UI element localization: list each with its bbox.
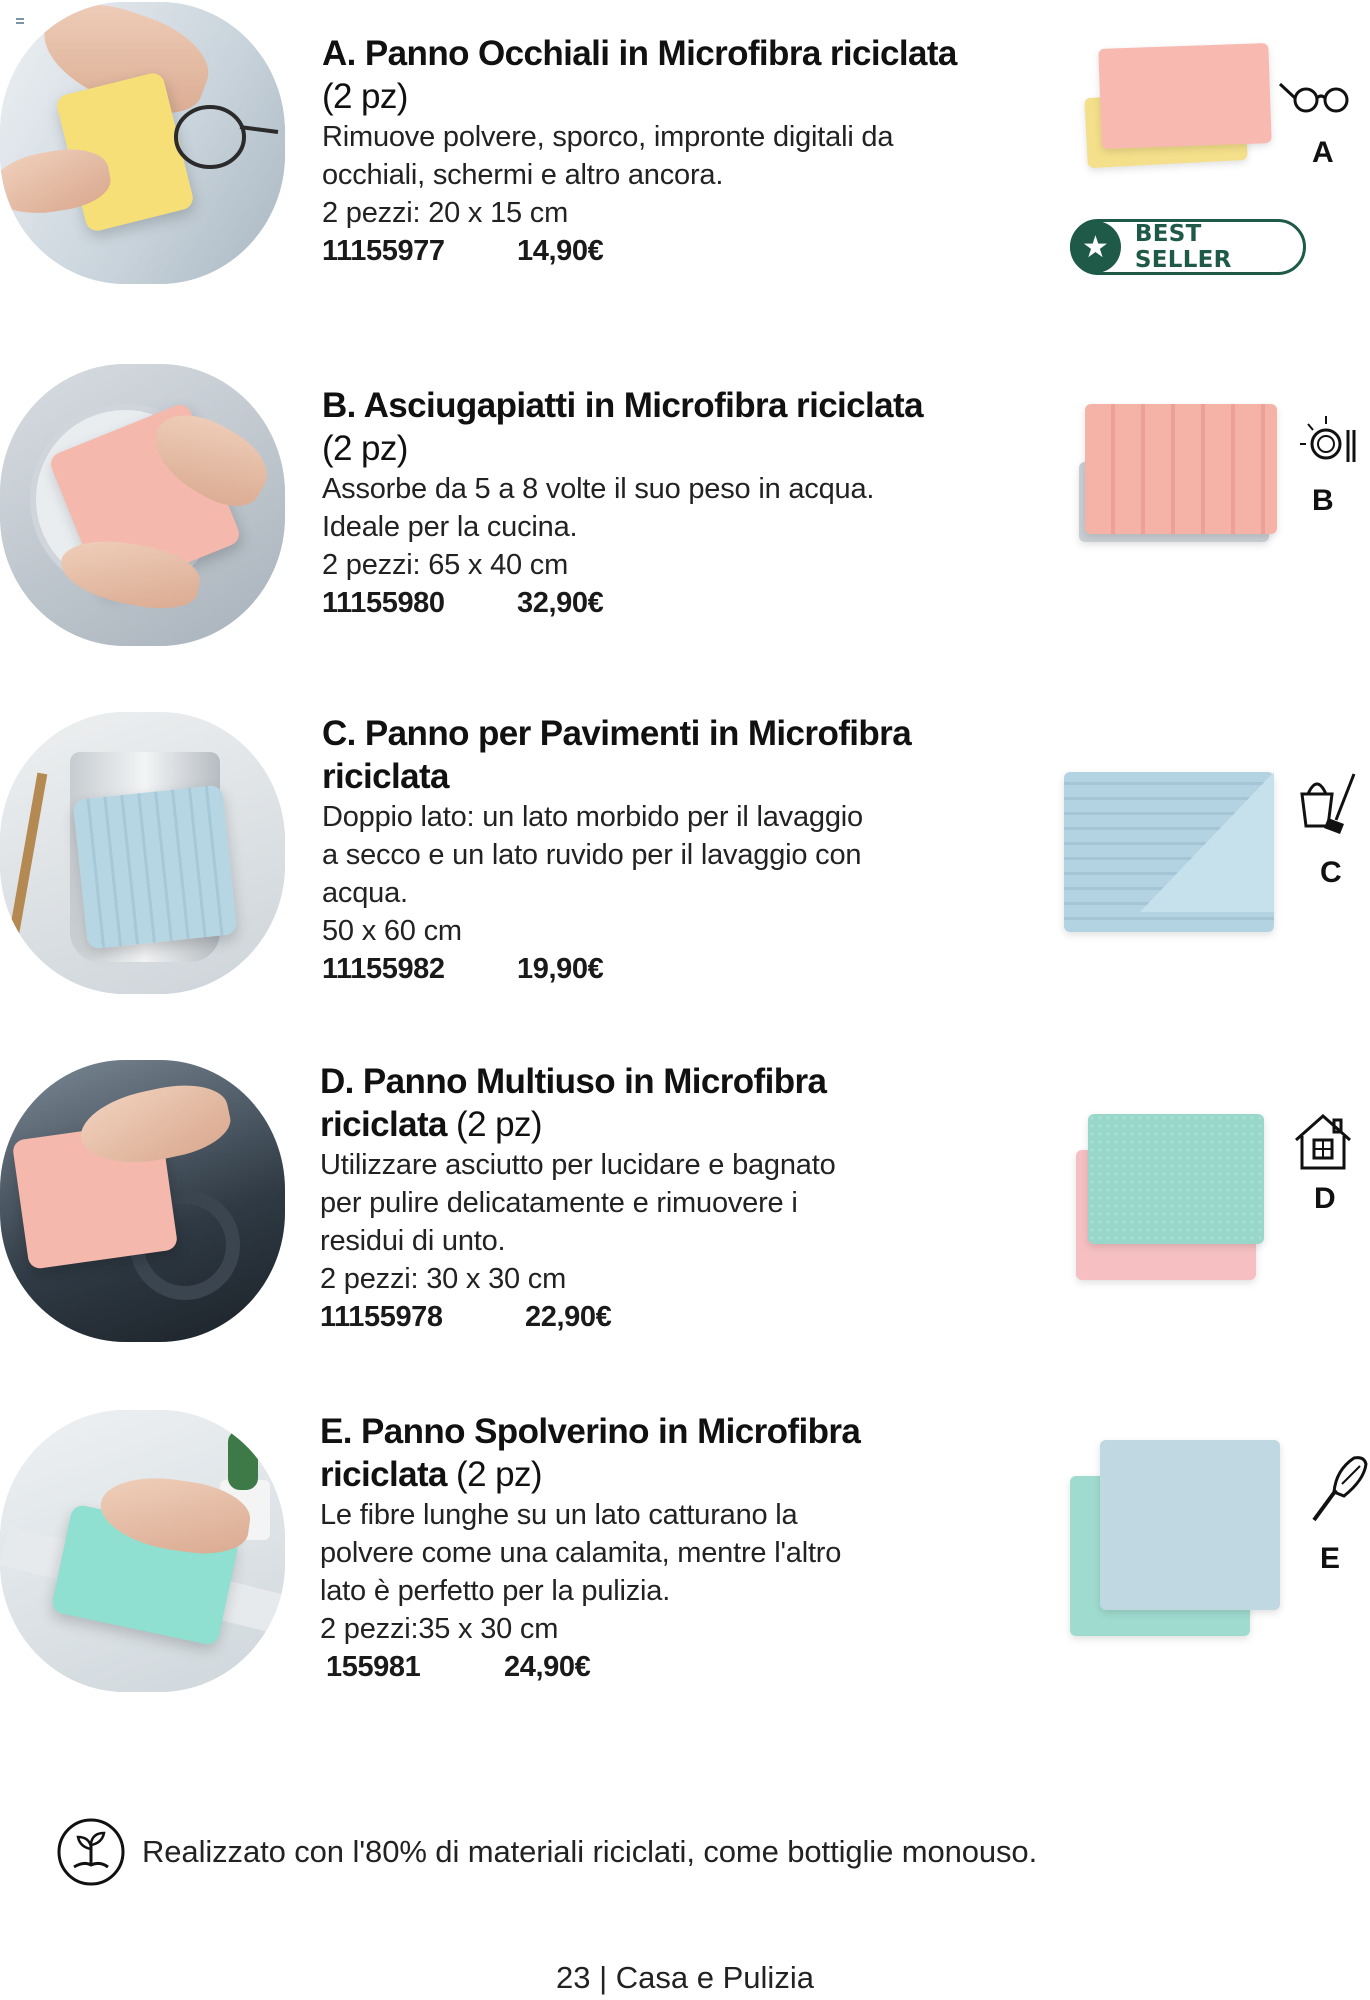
product-b-desc-line-1: Assorbe da 5 a 8 volte il suo peso in acqua. <box>322 473 875 505</box>
product-b-desc-line-2: Ideale per la cucina. <box>322 511 578 543</box>
product-e-text <box>320 1410 1040 1686</box>
product-b-price-row <box>322 584 1042 622</box>
product-b-text <box>322 384 1042 622</box>
product-b-size: 2 pezzi: 65 x 40 cm <box>322 549 569 581</box>
star-icon: ★ <box>1070 221 1121 273</box>
product-b-code: 11155980 <box>322 587 445 619</box>
product-c-code: 11155982 <box>322 953 445 985</box>
product-a-desc-line-2: occhiali, schermi e altro ancora. <box>322 159 724 191</box>
page-number: 23 <box>556 1960 591 1995</box>
product-d-letter: D <box>1314 1182 1336 1215</box>
dish-cutlery-icon <box>1296 412 1360 476</box>
product-b-price: 32,90€ <box>517 587 604 619</box>
feather-duster-icon <box>1306 1450 1370 1526</box>
product-d-price: 22,90€ <box>525 1301 612 1333</box>
product-e-quantity: (2 pz) <box>456 1455 542 1494</box>
product-a-price-row <box>322 232 1042 270</box>
product-e-title-line-1: E. Panno Spolverino in Microfibra <box>320 1412 861 1451</box>
product-d-size: 2 pezzi: 30 x 30 cm <box>320 1263 567 1295</box>
recycled-plant-icon <box>56 1817 126 1887</box>
product-d-text <box>320 1060 1040 1336</box>
product-e-code: 155981 <box>326 1651 421 1683</box>
best-seller-badge <box>1070 219 1306 275</box>
product-e-price: 24,90€ <box>504 1651 591 1683</box>
product-e-photo <box>0 1410 285 1692</box>
product-d-code: 11155978 <box>320 1301 443 1333</box>
recycled-note-text: Realizzato con l'80% di materiali riciclati, come bottiglie monouso. <box>142 1834 1038 1869</box>
product-a-price: 14,90€ <box>517 235 604 267</box>
product-c-thumbnail <box>1060 762 1280 942</box>
product-b <box>0 352 1370 652</box>
product-c-desc-line-3: acqua. <box>322 877 408 909</box>
product-d-title-line-1: D. Panno Multiuso in Microfibra <box>320 1062 827 1101</box>
product-e-letter: E <box>1320 1542 1341 1575</box>
product-c-size: 50 x 60 cm <box>322 915 462 947</box>
product-c-text <box>322 712 1042 988</box>
product-e-desc-line-1: Le fibre lunghe su un lato catturano la <box>320 1499 798 1531</box>
product-a-title: A. Panno Occhiali in Microfibra riciclata <box>322 34 957 73</box>
product-a-thumbnail <box>1080 44 1280 184</box>
product-e-thumbnail <box>1066 1436 1286 1646</box>
product-d-desc-line-3: residui di unto. <box>320 1225 506 1257</box>
product-c-price: 19,90€ <box>517 953 604 985</box>
product-b-quantity: (2 pz) <box>322 429 408 468</box>
product-a-code: 11155977 <box>322 235 445 267</box>
product-a-photo <box>0 2 285 284</box>
product-e-desc-line-3: lato è perfetto per la pulizia. <box>320 1575 671 1607</box>
product-b-title: B. Asciugapiatti in Microfibra riciclata <box>322 386 923 425</box>
bucket-mop-icon <box>1296 768 1360 838</box>
product-a-quantity: (2 pz) <box>322 77 408 116</box>
page-footer: 23 | Casa e Pulizia <box>556 1960 814 1995</box>
product-c <box>0 712 1370 1012</box>
product-e-title-line-2: riciclata (2 pz) <box>320 1455 542 1494</box>
product-d-desc-line-1: Utilizzare asciutto per lucidare e bagnato <box>320 1149 836 1181</box>
house-icon <box>1290 1110 1356 1176</box>
product-e-price-row <box>320 1648 1040 1686</box>
product-d-title-line-2: riciclata (2 pz) <box>320 1105 542 1144</box>
product-e-size: 2 pezzi:35 x 30 cm <box>320 1613 559 1645</box>
product-d-thumbnail <box>1070 1110 1270 1290</box>
recycled-note <box>56 1815 1037 1889</box>
product-c-letter: C <box>1320 856 1342 889</box>
glasses-icon <box>1276 70 1356 120</box>
product-a-text <box>322 32 1042 270</box>
product-a <box>0 0 1370 300</box>
product-c-title-line-1: C. Panno per Pavimenti in Microfibra <box>322 714 912 753</box>
section-name: Casa e Pulizia <box>615 1960 814 1995</box>
product-c-desc-line-2: a secco e un lato ruvido per il lavaggio con <box>322 839 862 871</box>
product-a-size: 2 pezzi: 20 x 15 cm <box>322 197 569 229</box>
best-seller-label: BEST SELLER <box>1134 221 1232 273</box>
product-a-letter: A <box>1312 136 1334 169</box>
product-c-photo <box>0 712 285 994</box>
product-d-quantity: (2 pz) <box>456 1105 542 1144</box>
product-d-desc-line-2: per pulire delicatamente e rimuovere i <box>320 1187 798 1219</box>
product-e <box>0 1410 1370 1710</box>
product-d <box>0 1060 1370 1360</box>
product-e-desc-line-2: polvere come una calamita, mentre l'altro <box>320 1537 842 1569</box>
product-d-photo <box>0 1060 285 1342</box>
product-c-title-line-2: riciclata <box>322 757 449 796</box>
product-c-price-row <box>322 950 1042 988</box>
product-b-photo <box>0 364 285 646</box>
product-d-price-row <box>320 1298 1040 1336</box>
product-c-desc-line-1: Doppio lato: un lato morbido per il lavaggio <box>322 801 863 833</box>
product-b-thumbnail <box>1075 402 1285 552</box>
eyeglasses-photo-icon <box>150 92 280 182</box>
product-b-letter: B <box>1312 484 1334 517</box>
product-a-desc-line-1: Rimuove polvere, sporco, impronte digitali da <box>322 121 894 153</box>
